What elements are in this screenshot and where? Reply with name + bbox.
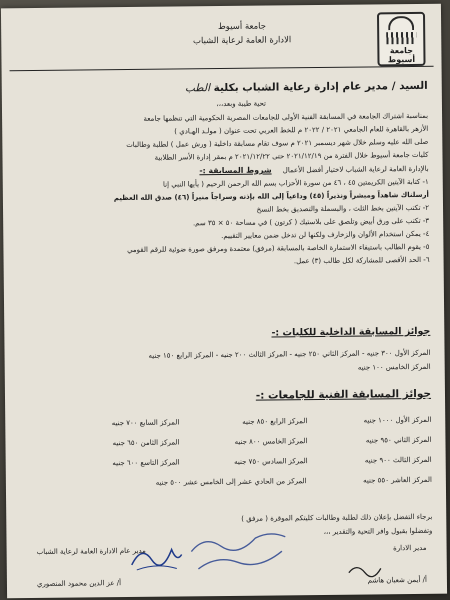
- internal-prizes: [19, 346, 431, 378]
- condition-item: أرسلناك شاهداً ومبشراً ونذيراً (٤٥) وداعياً إلى الله بإذنه وسراجاً منيراً (٤٦) صدق الله العظيم: [113, 190, 429, 203]
- letter-body: [16, 110, 430, 271]
- intro-line-text: بالإدارة العامة لرعاية الشباب لاختيار أفضل الأعمال: [282, 164, 429, 175]
- intro-line: الأزهر بالقاهرة للعام الجامعي ٢٠٢١ / ٢٠٢٢ م للخط العربي تحت عنوان ( مولـد الهـادي ): [174, 124, 429, 136]
- condition-item: ٣- تكتب على ورق أبيض وتلصق على بلاستيك ( كرتون ) في مساحة ٥٠ × ٣٥ سم.: [192, 216, 430, 228]
- addressee-line: [185, 80, 428, 95]
- prize-cell: المركز السابع ٧٠٠ جنيه: [111, 418, 180, 428]
- condition-item: ٦- الحد الأقصى للمشاركة لكل طالب (٣) عمل.: [293, 255, 430, 266]
- university-logo: [377, 12, 426, 66]
- left-signature-title: مدير عام الادارة العامة لرعاية الشباب: [36, 546, 146, 556]
- prize-cell: المركز الثاني ٩٥٠ جنيه: [365, 435, 432, 445]
- condition-item: ٢- تكتب الآيتين بخط الثلث ، والبسملة والتصديق بخط النسخ: [256, 203, 430, 214]
- intro-line: بمناسبة اشتراك الجامعة في المسابقة الفنية الأولى للجامعات المصرية الحكومية التي تنظمها جامعة: [143, 111, 429, 123]
- prize-cell: المركز الأول ١٠٠٠ جنيه: [363, 415, 432, 425]
- internal-prize-line: المركز الخامس ١٠٠ جنيه: [357, 362, 431, 372]
- logo-text-1: جامعة: [389, 46, 413, 56]
- prize-cell: المركز الرابع ٨٥٠ جنيه: [242, 417, 308, 426]
- prize-row: [56, 470, 432, 494]
- addressee-label: السيد / مدير عام إدارة رعاية الشباب بكلية: [213, 79, 428, 95]
- logo-text-2: أسيوط: [387, 54, 416, 65]
- logo-dome-icon: [388, 16, 414, 30]
- closing-line: برجاء التفضل بإعلان ذلك لطلبة وطالبات كليتكم الموقرة ( مرفق ): [241, 512, 433, 523]
- prize-cell: المركز الثالث ٩٠٠ جنيه: [364, 455, 432, 465]
- conditions-title: شروط المسابقة :-: [199, 165, 272, 176]
- header-divider: [10, 66, 434, 71]
- prize-cell: المركز التاسع ٦٠٠ جنيه: [112, 458, 180, 468]
- condition-item: ١- كتابة الآيتين الكريمتين ٤٥ ، ٤٦ من سورة الأحزاب بسم الله الرحمن الرحيم ( يأيها النبي إنا: [162, 177, 429, 189]
- condition-item: ٥- يقوم الطالب باستيفاء الاستمارة الخاصة بالمسابقة (مرفق) معتمدة ومرفق صورة ضوئية للرقم القومي: [127, 242, 430, 255]
- greeting: تحية طيبة وبعد،،،: [216, 99, 266, 109]
- department-name: الادارة العامة لرعاية الشباب: [192, 35, 292, 47]
- university-prizes-title: جوائز المسابقة الفنية للجامعات :-: [255, 387, 432, 402]
- handwritten-signature-icon: [126, 534, 186, 575]
- prize-cell: المركز السادس ٧٥٠ جنيه: [234, 457, 308, 466]
- condition-item: ٤- يمكن استخدام الألوان والزخارف ولكنها لن تدخل ضمن معايير التقييم.: [221, 229, 430, 241]
- prize-cell: المركز العاشر ٥٥٠ جنيه: [363, 475, 432, 485]
- university-prizes-table: [55, 410, 432, 494]
- left-signature-name: أ/ عز الدين محمود المنصوري: [36, 579, 122, 588]
- right-signature-title: مدير الادارة: [393, 543, 427, 553]
- prize-cell: المركز من الحادي عشر إلى الخامس عشر ٥٠٠ جنيه: [155, 477, 307, 487]
- document-page: [1, 4, 447, 599]
- internal-prize-line: المركز الأول ٣٠٠ جنيه - المركز الثاني ٢٥٠ جنيه - المركز الثالث ٢٠٠ جنيه - المركز الرابع ١٥٠ جنيه: [148, 348, 431, 360]
- signature-scribble-icon: [347, 560, 387, 580]
- letterhead: [193, 19, 292, 48]
- right-signature-name: أ/ أيمن شعبان هاشم: [367, 575, 427, 585]
- closing-line: وتفضلوا بقبول وافر التحية والتقدير ،،،: [323, 526, 433, 536]
- prize-cell: المركز الثامن ٦٥٠ جنيه: [112, 438, 180, 448]
- university-name: جامعة أسيوط: [217, 21, 267, 33]
- internal-prizes-title: جوائز المسابقة الداخلية للكليات :-: [271, 325, 431, 339]
- prize-cell: المركز الخامس ٨٠٠ جنيه: [234, 437, 308, 446]
- intro-line: صلى الله عليه وسلم خلال شهر ديسمبر ٢٠٢١ م سوف تقام مسابقة داخلية ( ورش عمل ) لطلبة وطالبات: [126, 137, 429, 150]
- addressee-handwritten: الطب: [184, 82, 211, 95]
- intro-line: كليات جامعة أسيوط خلال الفترة من ٢٠٢١/١٢/١٩ حتى ٢٠٢١/١٢/٢٢ م بمقر إدارة الأسر الطلابية: [154, 150, 429, 162]
- logo-columns-icon: [386, 32, 416, 44]
